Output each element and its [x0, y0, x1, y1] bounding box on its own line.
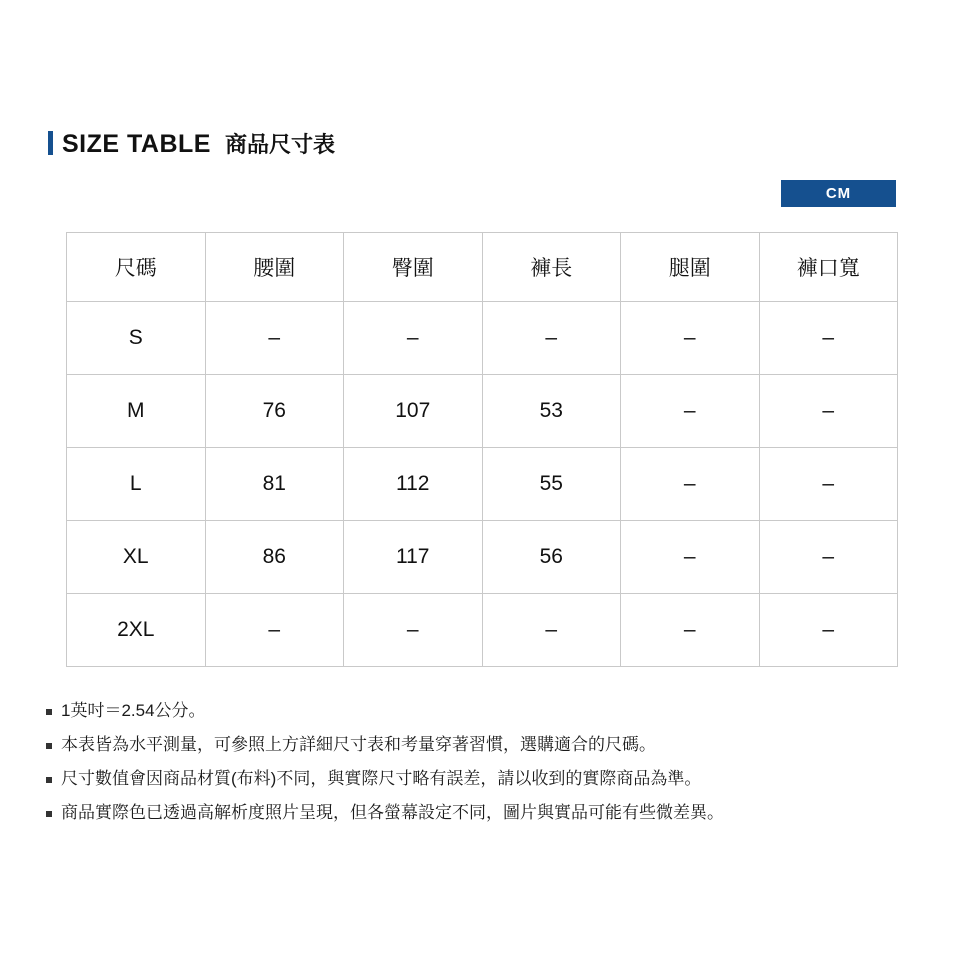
column-header-length: 褲長: [482, 233, 621, 302]
column-header-thigh: 腿圍: [621, 233, 760, 302]
table-row: [67, 521, 898, 594]
table-row: [67, 448, 898, 521]
cell-hem: –: [759, 594, 898, 667]
cell-waist: 76: [205, 375, 344, 448]
cell-hip: –: [344, 302, 483, 375]
table-row: [67, 375, 898, 448]
column-header-hip: 臀圍: [344, 233, 483, 302]
unit-badge: CM: [781, 180, 896, 207]
column-header-hem: 褲口寬: [759, 233, 898, 302]
bullet-icon: [46, 811, 52, 817]
column-header-waist: 腰圍: [205, 233, 344, 302]
column-header-size: 尺碼: [67, 233, 206, 302]
cell-hip: –: [344, 594, 483, 667]
notes-list: [46, 700, 926, 836]
bullet-icon: [46, 777, 52, 783]
cell-waist: 86: [205, 521, 344, 594]
cell-thigh: –: [621, 302, 760, 375]
cell-hem: –: [759, 521, 898, 594]
table-row: [67, 594, 898, 667]
cell-size: XL: [67, 521, 206, 594]
cell-length: 56: [482, 521, 621, 594]
cell-size: L: [67, 448, 206, 521]
note-text: 本表皆為水平測量，可參照上方詳細尺寸表和考量穿著習慣，選購適合的尺碼。: [61, 734, 656, 754]
page-title-chinese: 商品尺寸表: [224, 132, 335, 157]
note-item: [46, 734, 926, 757]
bullet-icon: [46, 709, 52, 715]
cell-thigh: –: [621, 448, 760, 521]
cell-hip: 107: [344, 375, 483, 448]
note-text: 商品實際色已透過高解析度照片呈現，但各螢幕設定不同，圖片與實品可能有些微差異。: [61, 802, 724, 822]
note-item: [46, 768, 926, 791]
page-title: [48, 128, 335, 159]
bullet-icon: [46, 743, 52, 749]
cell-size: 2XL: [67, 594, 206, 667]
note-item: [46, 802, 926, 825]
note-text: 1英吋＝2.54公分。: [61, 701, 206, 720]
cell-hem: –: [759, 448, 898, 521]
page-title-english: SIZE TABLE: [62, 130, 211, 158]
table-header-row: [67, 233, 898, 302]
cell-waist: –: [205, 302, 344, 375]
note-text: 尺寸數值會因商品材質(布料)不同，與實際尺寸略有誤差，請以收到的實際商品為準。: [61, 768, 702, 788]
cell-length: –: [482, 302, 621, 375]
cell-hem: –: [759, 375, 898, 448]
cell-hip: 117: [344, 521, 483, 594]
size-table: [66, 232, 898, 667]
size-table-container: [66, 232, 898, 667]
cell-size: S: [67, 302, 206, 375]
cell-waist: –: [205, 594, 344, 667]
cell-length: 53: [482, 375, 621, 448]
cell-waist: 81: [205, 448, 344, 521]
cell-length: –: [482, 594, 621, 667]
cell-hem: –: [759, 302, 898, 375]
note-item: [46, 700, 926, 723]
cell-thigh: –: [621, 594, 760, 667]
cell-length: 55: [482, 448, 621, 521]
cell-thigh: –: [621, 375, 760, 448]
size-table-head: [67, 233, 898, 302]
cell-thigh: –: [621, 521, 760, 594]
cell-size: M: [67, 375, 206, 448]
cell-hip: 112: [344, 448, 483, 521]
table-row: [67, 302, 898, 375]
title-accent-bar: [48, 131, 53, 155]
size-table-body: [67, 302, 898, 667]
